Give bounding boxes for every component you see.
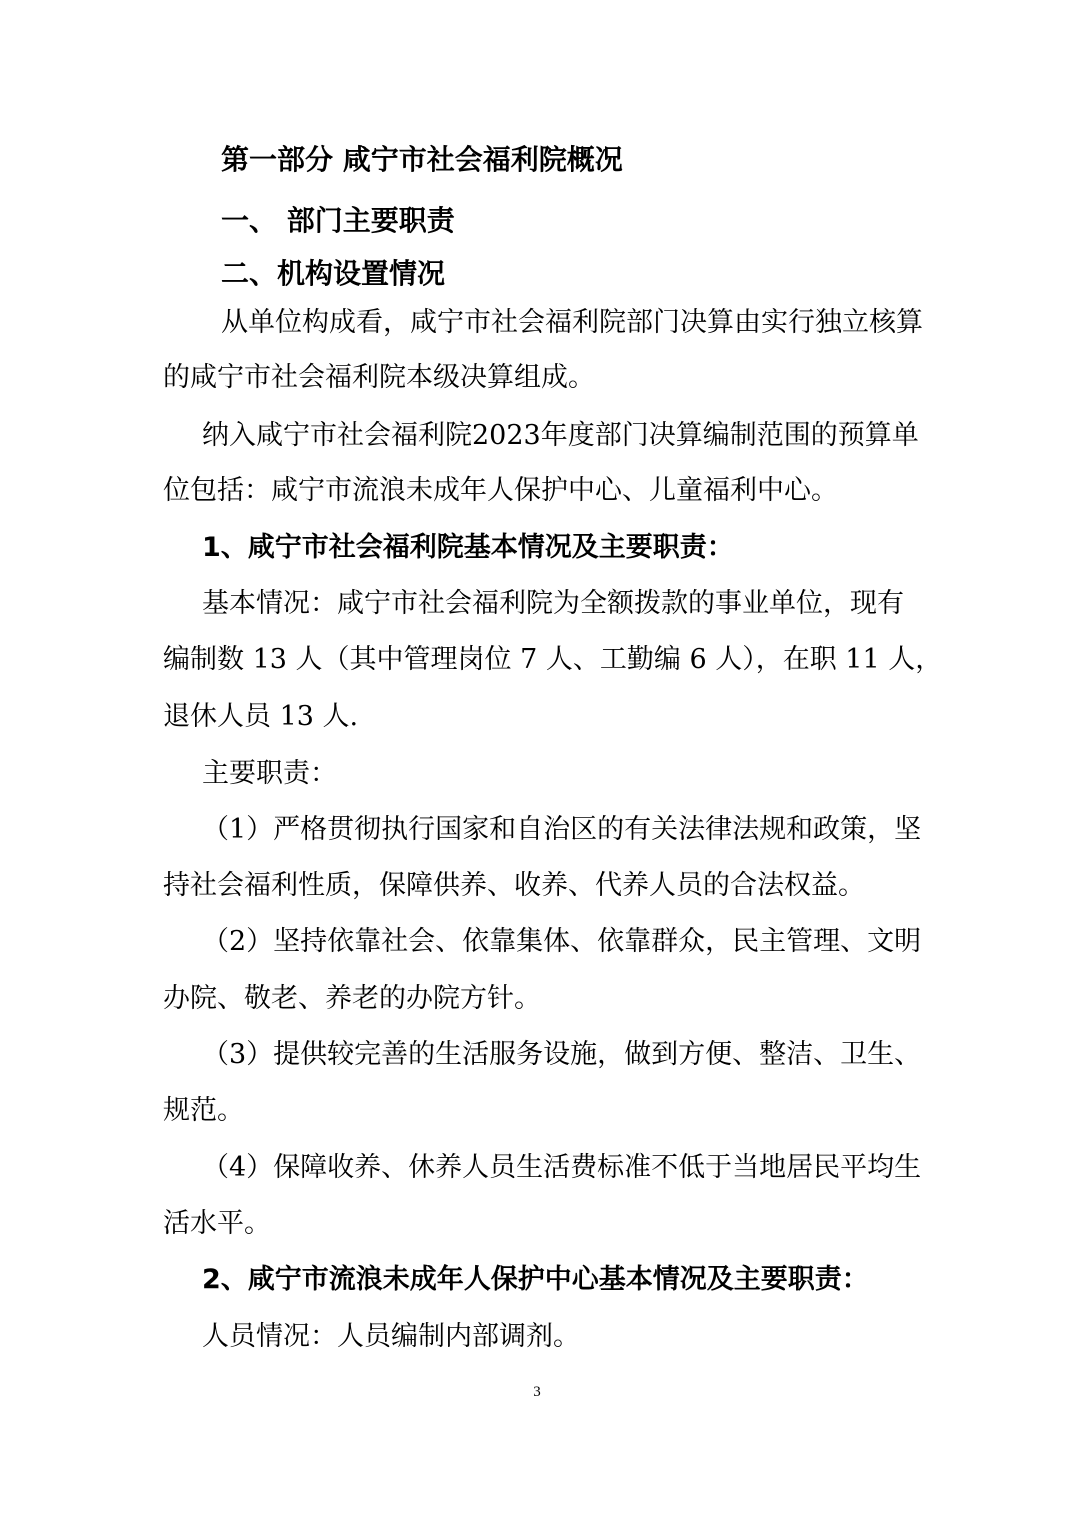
duty-item-line: （4）保障收养、休养人员生活费标准不低于当地居民平均生 xyxy=(202,1152,922,1183)
page-number: 3 xyxy=(533,1384,541,1400)
paragraph-line: 的咸宁市社会福利院本级决算组成。 xyxy=(163,362,595,393)
sub-heading-welfare-institute: 1、咸宁市社会福利院基本情况及主要职责： xyxy=(202,532,734,563)
paragraph-line: 编制数 13 人（其中管理岗位 7 人、工勤编 6 人），在职 11 人， xyxy=(163,644,943,675)
section-heading-duties: 一、 部门主要职责 xyxy=(221,204,455,237)
sub-heading-protection-center: 2、咸宁市流浪未成年人保护中心基本情况及主要职责： xyxy=(202,1264,869,1295)
duty-item-line: （2）坚持依靠社会、依靠集体、依靠群众，民主管理、文明 xyxy=(202,926,922,957)
section-heading-organization: 二、机构设置情况 xyxy=(221,257,446,290)
paragraph-line: 从单位构成看，咸宁市社会福利院部门决算由实行独立核算 xyxy=(221,307,923,338)
paragraph-line: 人员情况：人员编制内部调剂。 xyxy=(202,1321,580,1352)
duty-item-line: 办院、敬老、养老的办院方针。 xyxy=(163,983,541,1014)
paragraph-line: 纳入咸宁市社会福利院2023年度部门决算编制范围的预算单 xyxy=(202,420,919,451)
paragraph-line: 退休人员 13 人. xyxy=(163,701,359,732)
duty-item-line: （3）提供较完善的生活服务设施，做到方便、整洁、卫生、 xyxy=(202,1039,922,1070)
paragraph-line: 基本情况：咸宁市社会福利院为全额拨款的事业单位，现有 xyxy=(202,588,904,619)
paragraph-line: 位包括：咸宁市流浪未成年人保护中心、儿童福利中心。 xyxy=(163,475,838,506)
duty-item-line: 活水平。 xyxy=(163,1208,271,1239)
duties-label: 主要职责： xyxy=(202,758,337,789)
duty-item-line: 持社会福利性质，保障供养、收养、代养人员的合法权益。 xyxy=(163,870,865,901)
part-title: 第一部分 咸宁市社会福利院概况 xyxy=(221,143,623,176)
duty-item-line: （1）严格贯彻执行国家和自治区的有关法律法规和政策，坚 xyxy=(202,814,922,845)
duty-item-line: 规范。 xyxy=(163,1095,244,1126)
